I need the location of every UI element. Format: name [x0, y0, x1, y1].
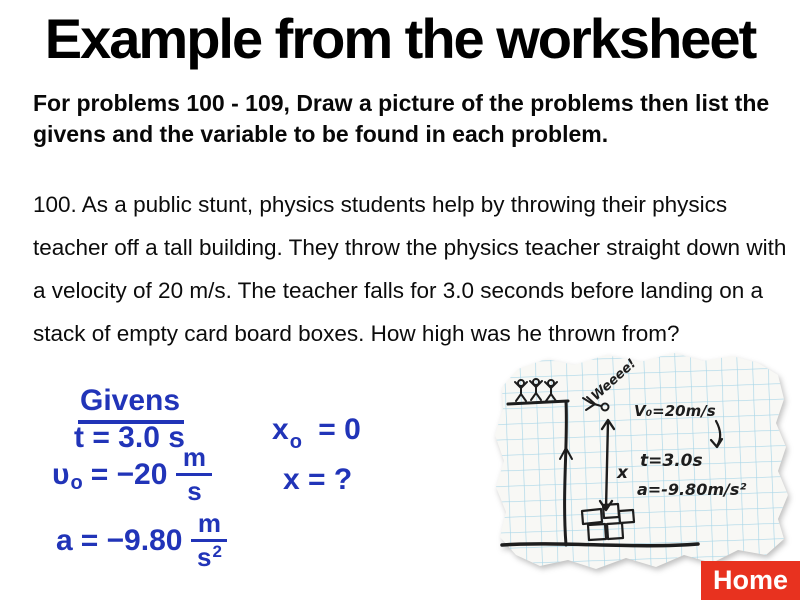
givens-heading: Givens — [78, 384, 184, 424]
position-value: = 0 — [318, 413, 361, 446]
distance-label: x — [617, 463, 628, 483]
unit-denominator: s — [176, 473, 212, 505]
problem-text: 100. As a public stunt, physics students help by throwing their physics teacher off a tall building. They throw the physics teacher straight down with a velocity of 20 m/s. The teacher falls for 3.0 seconds before landing on a stack of empty card board boxes. How high was he thrown from? — [33, 192, 787, 346]
acceleration-unit-fraction — [191, 510, 227, 572]
variable-to-find: x = ? — [283, 463, 353, 496]
worksheet-instructions: For problems 100 - 109, Draw a picture of the problems then list the givens and the variable to be found in each problem. — [33, 90, 770, 147]
given-acceleration — [56, 510, 227, 572]
unit-numerator: m — [182, 442, 206, 472]
home-button[interactable] — [701, 561, 800, 600]
time-label: t=3.0s — [640, 451, 703, 471]
page-title: Example from the worksheet — [44, 7, 756, 70]
home-button-label: Home — [712, 565, 788, 595]
position-symbol: x — [272, 413, 289, 446]
velocity-unit-fraction — [176, 444, 212, 506]
velocity-subscript: o — [70, 472, 83, 495]
velocity-symbol: υ — [52, 457, 70, 491]
given-initial-position — [272, 413, 361, 453]
acceleration-symbol: a — [56, 523, 73, 557]
building-edge-line — [565, 402, 567, 545]
given-time: t = 3.0 s — [74, 421, 185, 454]
unit-numerator: m — [197, 508, 222, 538]
weee-label: Weeee! — [588, 356, 640, 404]
unit-exponent: 2 — [212, 542, 222, 562]
unit-denominator: $s^2$ — [191, 539, 227, 571]
acceleration-label: a=-9.80m/s² — [637, 480, 747, 499]
problem-sketch — [488, 347, 796, 583]
ground-line — [502, 544, 698, 546]
acceleration-value: = −9.80 — [80, 523, 183, 557]
position-subscript: o — [289, 431, 302, 453]
initial-velocity-label: V₀=20m/s — [634, 402, 716, 420]
given-initial-velocity — [52, 444, 212, 506]
velocity-value: = −20 — [90, 457, 168, 491]
